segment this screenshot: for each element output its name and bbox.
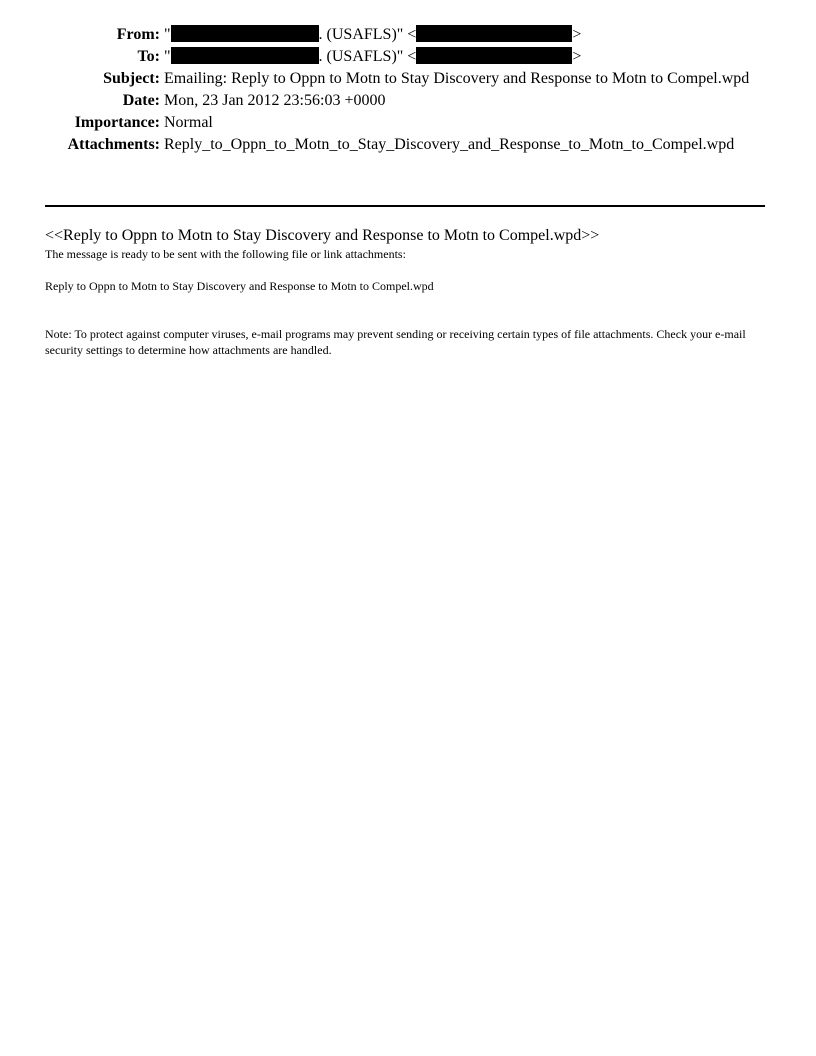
to-value: [164, 46, 581, 68]
attachments-label: Attachments:: [67, 136, 160, 153]
redacted-name-block: [171, 47, 319, 64]
from-row: [0, 24, 816, 46]
header-divider: [45, 205, 765, 207]
importance-value: Normal: [164, 114, 213, 131]
attached-file-name: Reply to Oppn to Motn to Stay Discovery and Response to Motn to Compel.wpd: [45, 279, 434, 293]
importance-row: [0, 112, 816, 134]
subject-row: [0, 68, 816, 90]
attachments-value: Reply_to_Oppn_to_Motn_to_Stay_Discovery_and_Response_to_Motn_to_Compel.wpd: [164, 136, 735, 153]
attachments-row: [0, 134, 816, 156]
redacted-name-block: [171, 25, 319, 42]
date-label: Date:: [122, 92, 160, 109]
message-body: [45, 226, 780, 358]
ready-line: The message is ready to be sent with the following file or link attachments:: [45, 247, 406, 261]
to-close: >: [572, 48, 582, 65]
attachment-marker: <<Reply to Oppn to Motn to Stay Discovery and Response to Motn to Compel.wpd>>: [45, 227, 600, 244]
security-note: Note: To protect against computer viruses, e-mail programs may prevent sending or receiving certain types of file attachments. Check your e-mail security settings to determine how attachments are handled.: [45, 327, 746, 357]
subject-label: Subject:: [103, 70, 160, 87]
email-header: [0, 24, 816, 156]
redacted-email-block: [416, 25, 572, 42]
to-open-quote: ": [164, 48, 171, 65]
from-label: From:: [116, 26, 160, 43]
from-close: >: [572, 26, 582, 43]
from-open-quote: ": [164, 26, 171, 43]
to-label: To:: [137, 48, 160, 65]
subject-value: Emailing: Reply to Oppn to Motn to Stay Discovery and Response to Motn to Compel.wpd: [164, 70, 750, 87]
date-row: [0, 90, 816, 112]
redacted-email-block: [416, 47, 572, 64]
from-name-suffix: . (USAFLS)" <: [318, 26, 417, 43]
to-name-suffix: . (USAFLS)" <: [318, 48, 417, 65]
to-row: [0, 46, 816, 68]
from-value: [164, 24, 581, 46]
importance-label: Importance:: [74, 114, 160, 131]
date-value: Mon, 23 Jan 2012 23:56:03 +0000: [164, 92, 386, 109]
